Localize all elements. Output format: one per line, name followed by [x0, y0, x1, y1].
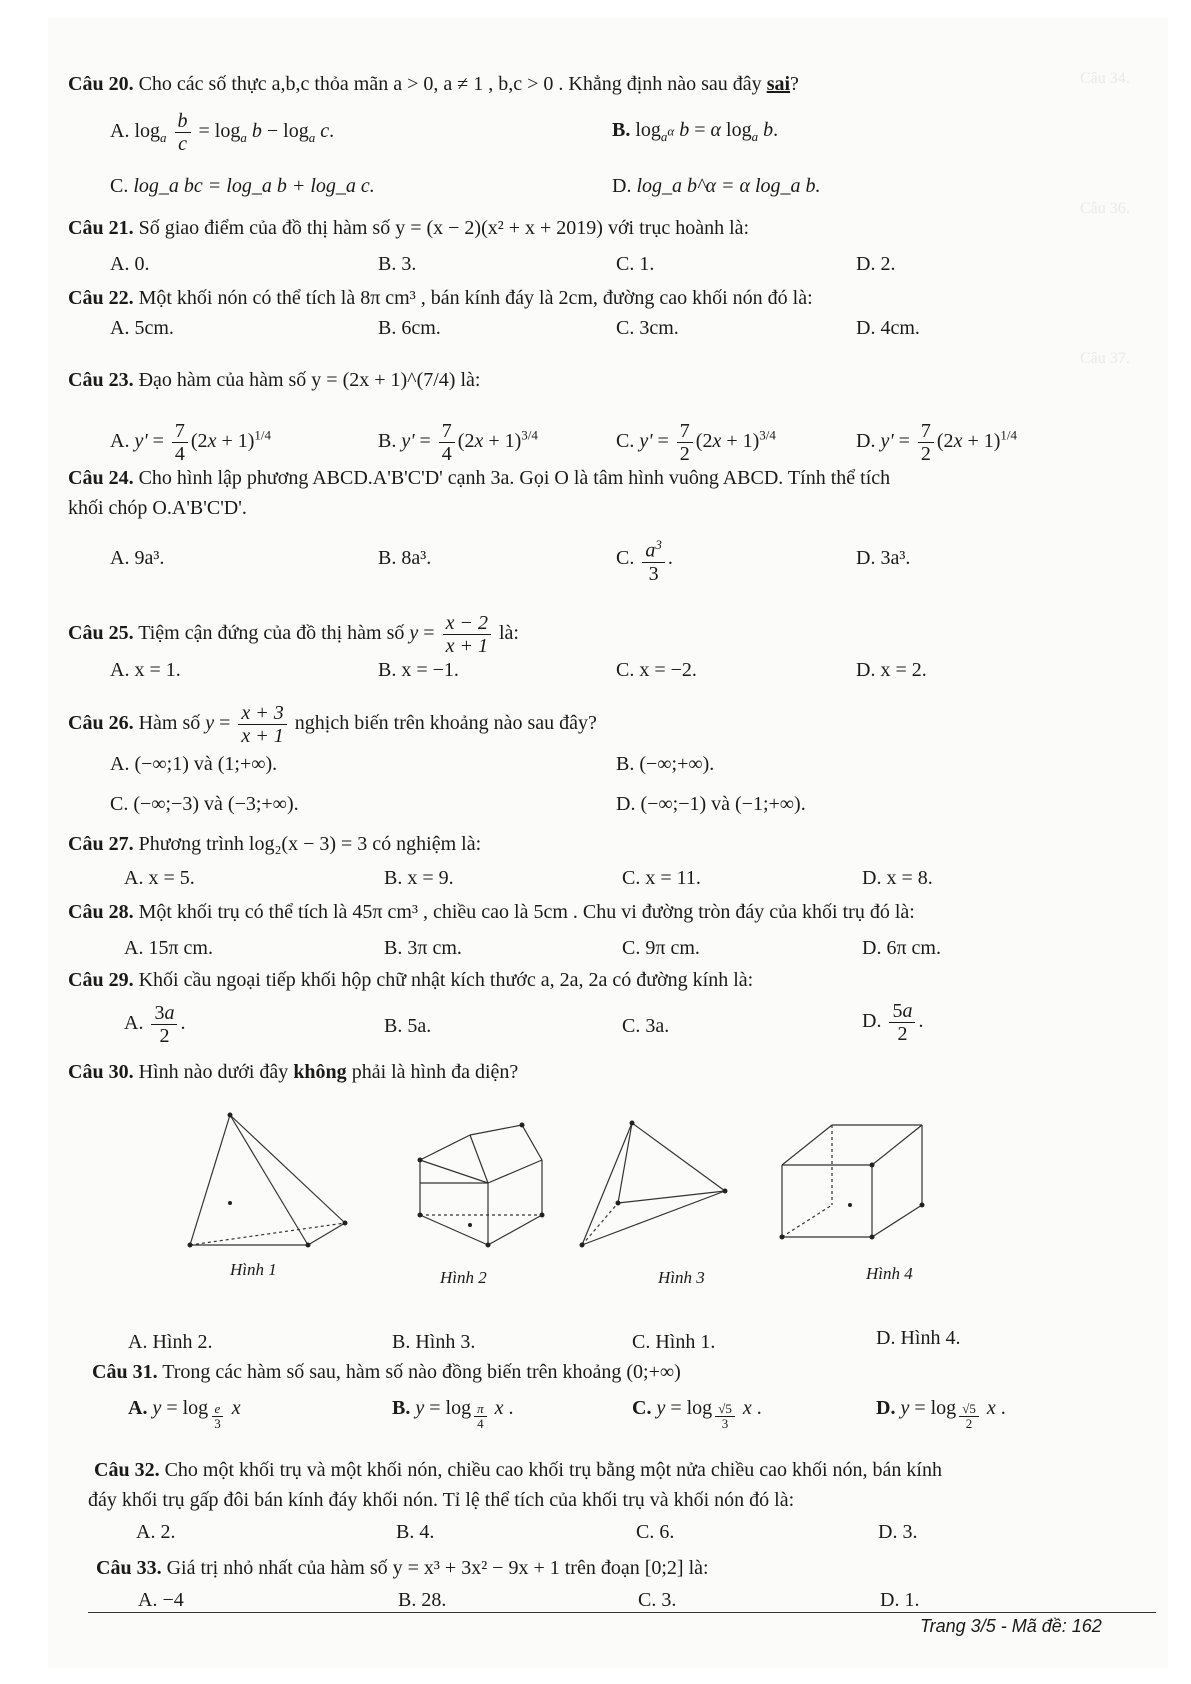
question-31 [92, 1360, 1172, 1384]
question-text: Giá trị nhỏ nhất của hàm số y = x³ + 3x² − 9x + 1 trên đoạn [0;2] là: [166, 1557, 709, 1579]
option-c[interactable]: C. 3a. [622, 1015, 670, 1037]
option-c[interactable]: C. 1. [616, 253, 655, 275]
option-d[interactable]: D. $\frac{5a}{2}$ . [862, 1000, 924, 1045]
option-a[interactable]: A. (−∞;1) và (1;+∞). [110, 753, 278, 775]
option-label: D. [876, 1397, 896, 1419]
option-b[interactable]: B. 28. [398, 1589, 447, 1611]
option-a[interactable]: A. 5cm. [110, 317, 174, 339]
option-a[interactable]: A. 15π cm. [124, 937, 213, 959]
page-footer: Trang 3/5 - Mã đề: 162 [920, 1616, 1102, 1636]
option-a[interactable]: A. 2. [136, 1521, 176, 1543]
option-d[interactable]: D. (−∞;−1) và (−1;+∞). [616, 793, 806, 815]
figure-2-house-box [420, 1125, 542, 1245]
question-text: Hình nào dưới đây [138, 1061, 289, 1083]
option-d[interactable]: D. 3. [878, 1521, 918, 1543]
option-b[interactable]: B. 5a. [384, 1015, 432, 1037]
option-d[interactable]: D. 2. [856, 253, 896, 275]
figure-1-caption: Hình 1 [230, 1260, 277, 1279]
option-text: log_a b^α = α log_a b. [636, 175, 821, 197]
question-text: Hàm số [138, 712, 201, 735]
option-b[interactable]: B. 3π cm. [384, 937, 462, 959]
figure-1-tetrahedron [190, 1115, 345, 1245]
option-d[interactable]: D. x = 8. [862, 867, 933, 889]
question-text: Khối cầu ngoại tiếp khối hộp chữ nhật kích thước a, 2a, 2a có đường kính là: [138, 969, 754, 991]
option-text: log [134, 120, 161, 143]
question-30 [68, 1060, 1148, 1084]
option-d[interactable] [612, 174, 821, 198]
question-label: Câu 30. [68, 1061, 134, 1083]
option-c[interactable]: C. 9π cm. [622, 937, 700, 959]
option-b[interactable]: B. x = 9. [384, 867, 454, 889]
option-d[interactable]: D. 3a³. [856, 547, 911, 569]
question-label: Câu 25. [68, 622, 134, 645]
question-label: Câu 29. [68, 969, 134, 991]
bleed-through: Câu 36. [1080, 200, 1130, 217]
option-label: C. [616, 430, 635, 453]
option-a[interactable]: A. $\log_a$ $\frac{b}{c}$ = $\log_a b - \log_a c$. [110, 110, 335, 155]
option-c[interactable]: C. y = log $_{\frac{√5}{3}}$ x . [632, 1397, 762, 1431]
question-label: Câu 28. [68, 901, 134, 923]
question-label: Câu 23. [68, 369, 134, 391]
option-label: A. [128, 1397, 148, 1419]
question-28 [68, 900, 1148, 924]
bleed-through: Câu 34. [1080, 70, 1130, 87]
option-text: log [635, 119, 661, 141]
question-26: Câu 26. Hàm số y = $\frac{x + 3}{x + 1}$ nghịch biến trên khoảng nào sau đây? [68, 702, 597, 747]
bleed-through: Câu 37. [1080, 350, 1130, 367]
question-end: ? [790, 73, 799, 95]
question-33 [96, 1556, 1176, 1580]
option-d[interactable]: D. 1. [880, 1589, 920, 1611]
question-text: Một khối trụ có thể tích là 45π cm³ , chiều cao là 5cm . Chu vi đường tròn đáy của khối trụ đó là: [138, 901, 915, 923]
option-a[interactable]: A. −4 [138, 1589, 184, 1611]
question-24 [68, 466, 1148, 490]
option-d[interactable]: D. Hình 4. [876, 1327, 961, 1349]
polyhedra-figures [170, 1105, 1050, 1285]
question-22 [68, 286, 1148, 310]
question-23 [68, 368, 1148, 392]
option-label: B. [392, 1397, 411, 1419]
option-c[interactable]: C. 3. [638, 1589, 677, 1611]
question-text: Cho các số thực a,b,c thỏa mãn a > 0, a ≠ 1 , b,c > 0 . Khẳng định nào sau đây [138, 73, 762, 95]
question-label: Câu 31. [92, 1361, 158, 1383]
option-b[interactable]: B. 4. [396, 1521, 435, 1543]
question-end: phải là hình đa diện? [351, 1061, 519, 1083]
option-d[interactable]: D. x = 2. [856, 659, 927, 681]
option-b[interactable]: B. y = log $_{\frac{\pi}{4}}$ x . [392, 1397, 514, 1431]
option-label: B. [378, 430, 397, 453]
question-label: Câu 22. [68, 287, 134, 309]
question-21 [68, 216, 1148, 240]
option-d[interactable]: D. 6π cm. [862, 937, 941, 959]
question-text: Tiệm cận đứng của đồ thị hàm số [138, 622, 405, 645]
option-c[interactable]: C. 6. [636, 1521, 675, 1543]
option-a[interactable]: A. Hình 2. [128, 1331, 213, 1353]
figure-4-cuboid [782, 1125, 922, 1237]
question-text: Cho một khối trụ và một khối nón, chiều cao khối trụ bằng một nửa chiều cao khối nón, bán kính [164, 1459, 942, 1481]
question-29 [68, 968, 1148, 992]
question-text: Đạo hàm của hàm số y = (2x + 1)^(7/4) là: [138, 369, 481, 391]
question-end: là: [498, 622, 519, 645]
question-label: Câu 21. [68, 217, 134, 239]
option-label: D. [862, 1010, 882, 1033]
question-text: Trong các hàm số sau, hàm số nào đồng biến trên khoảng (0;+∞) [162, 1361, 681, 1383]
option-label: C. [110, 175, 129, 197]
question-20 [68, 72, 1148, 96]
option-c[interactable]: C. $\frac{a^3}{3}$ . [616, 534, 673, 585]
option-b[interactable]: B. 8a³. [378, 547, 432, 569]
option-a[interactable]: A. 9a³. [110, 547, 165, 569]
question-text: Số giao điểm của đồ thị hàm số y = (x − 2)(x² + x + 2019) với trục hoành là: [138, 217, 750, 239]
option-b[interactable]: B. 6cm. [378, 317, 441, 339]
option-a[interactable]: A. y' = $\frac{7}{4}$ $(2x + 1)^{1/4}$ [110, 420, 272, 465]
question-25: Câu 25. Tiệm cận đứng của đồ thị hàm số y = $\frac{x - 2}{x + 1}$ là: [68, 612, 519, 657]
option-c[interactable] [110, 174, 375, 198]
option-c[interactable]: C. x = 11. [622, 867, 701, 889]
option-a[interactable]: A. y = log $_{\frac{e}{3}}$ x [128, 1397, 241, 1431]
option-b[interactable]: B. $\log_{a^\alpha} b = \alpha$ $\log_a b$. [612, 119, 779, 144]
option-b[interactable]: B. Hình 3. [392, 1331, 476, 1353]
option-c[interactable]: C. Hình 1. [632, 1331, 716, 1353]
option-d[interactable]: D. y' = $\frac{7}{2}$ $(2x + 1)^{1/4}$ [856, 420, 1018, 465]
question-text-line2: khối chóp O.A'B'C'D'. [68, 497, 247, 519]
emphasis: sai [766, 73, 791, 95]
question-text: Phương trình log₂(x − 3) = 3 có nghiệm là: [138, 833, 482, 855]
option-d[interactable]: D. 4cm. [856, 317, 920, 339]
emphasis: không [293, 1061, 347, 1083]
option-d[interactable]: D. y = log $_{\frac{√5}{2}}$ x . [876, 1397, 1006, 1431]
question-label: Câu 20. [68, 73, 134, 95]
question-32 [94, 1458, 1174, 1482]
question-text-line2: đáy khối trụ gấp đôi bán kính đáy khối nón. Tỉ lệ thể tích của khối trụ và khối nón đó là: [88, 1489, 795, 1511]
figure-3-caption: Hình 3 [658, 1268, 705, 1287]
question-label: Câu 32. [94, 1459, 160, 1481]
question-label: Câu 26. [68, 712, 134, 735]
question-label: Câu 33. [96, 1557, 162, 1579]
option-b[interactable]: B. x = −1. [378, 659, 459, 681]
question-label: Câu 24. [68, 467, 134, 489]
option-c[interactable]: C. (−∞;−3) và (−3;+∞). [110, 793, 299, 815]
option-a[interactable]: A. 0. [110, 253, 150, 275]
option-label: A. [110, 430, 130, 453]
option-label: A. [124, 1012, 144, 1035]
option-label: C. [616, 546, 635, 569]
option-b[interactable]: B. (−∞;+∞). [616, 753, 715, 775]
option-c[interactable]: C. x = −2. [616, 659, 697, 681]
option-label: A. [110, 120, 130, 143]
option-c[interactable]: C. y' = $\frac{7}{2}$ $(2x + 1)^{3/4}$ [616, 420, 776, 465]
option-label: B. [612, 119, 631, 141]
question-label: Câu 27. [68, 833, 134, 855]
question-end: nghịch biến trên khoảng nào sau đây? [294, 712, 597, 735]
option-b[interactable]: B. y' = $\frac{7}{4}$ $(2x + 1)^{3/4}$ [378, 420, 538, 465]
question-27 [68, 832, 1148, 856]
figure-4-caption: Hình 4 [866, 1264, 913, 1283]
question-text: Cho hình lập phương ABCD.A'B'C'D' cạnh 3a. Gọi O là tâm hình vuông ABCD. Tính thể tích [138, 467, 891, 489]
footer-divider [88, 1612, 1156, 1613]
figure-3-triangles [582, 1123, 725, 1245]
figure-2-caption: Hình 2 [440, 1268, 487, 1287]
option-label: D. [856, 430, 876, 453]
option-b[interactable]: B. 3. [378, 253, 417, 275]
option-a[interactable]: A. x = 5. [124, 867, 195, 889]
option-c[interactable]: C. 3cm. [616, 317, 679, 339]
option-a[interactable]: A. $\frac{3a}{2}$ . [124, 1002, 186, 1047]
option-label: C. [632, 1397, 652, 1419]
option-label: D. [612, 175, 632, 197]
question-text: Một khối nón có thể tích là 8π cm³ , bán kính đáy là 2cm, đường cao khối nón đó là: [138, 287, 813, 309]
option-text: log_a bc = log_a b + log_a c. [133, 175, 375, 197]
option-a[interactable]: A. x = 1. [110, 659, 181, 681]
